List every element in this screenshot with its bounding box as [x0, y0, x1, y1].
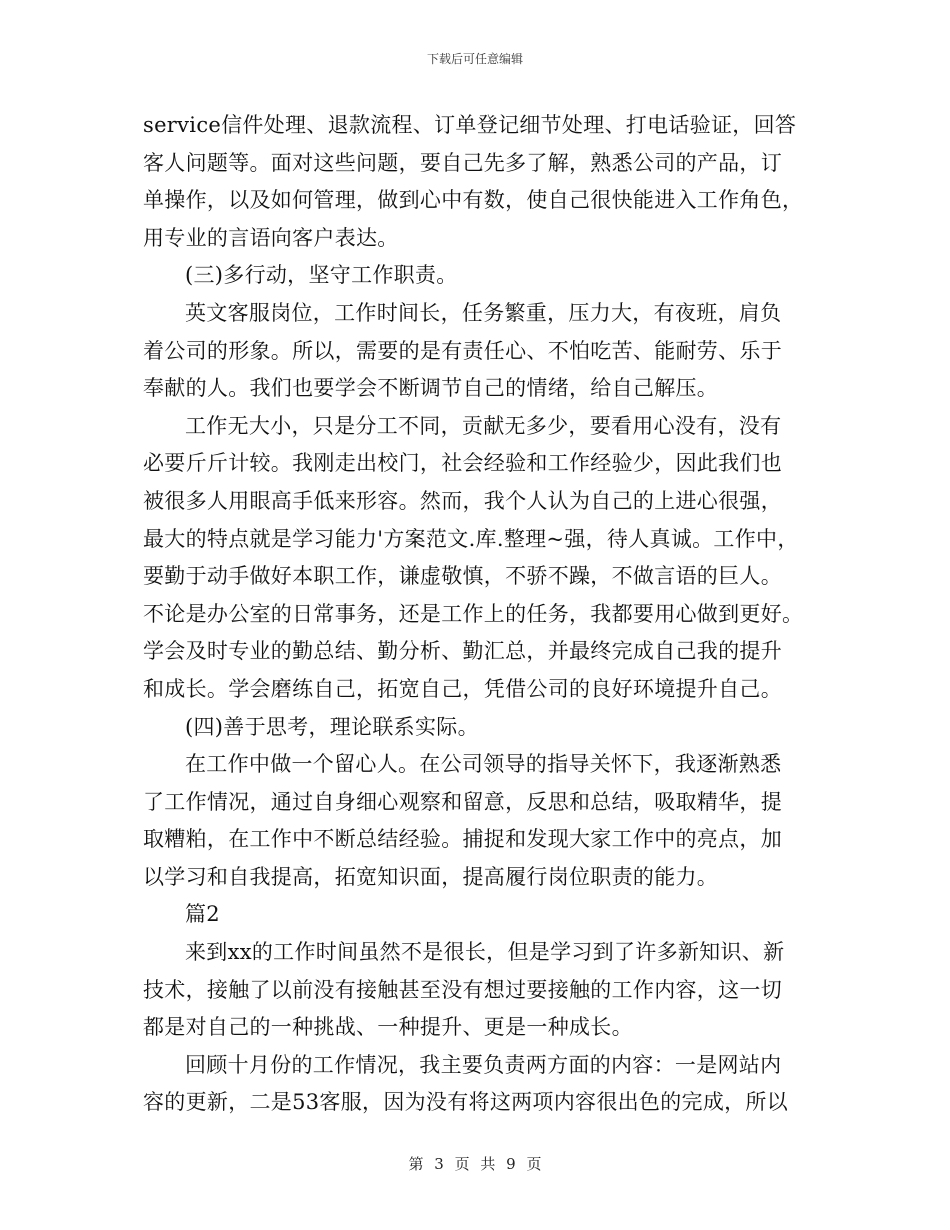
text-line: 客人问题等。面对这些问题，要自己先多了解，熟悉公司的产品，订: [143, 150, 782, 175]
text-line: 篇2: [185, 902, 220, 927]
text-line: 以学习和自我提高，拓宽知识面，提高履行岗位职责的能力。: [143, 864, 719, 889]
text-line: 最大的特点就是学习能力'方案范文.库.整理~强，待人真诚。工作中，: [143, 526, 799, 551]
text-line: 被很多人用眼高手低来形容。然而，我个人认为自己的上进心很强，: [143, 488, 782, 513]
text-line: 和成长。学会磨练自己，拓宽自己，凭借公司的良好环境提升自己。: [143, 676, 782, 701]
text-line: (三)多行动，坚守工作职责。: [185, 263, 458, 288]
text-line: 都是对自己的一种挑战、一种提升、更是一种成长。: [143, 1015, 633, 1040]
text-line: 必要斤斤计较。我刚走出校门，社会经验和工作经验少，因此我们也: [143, 451, 782, 476]
page-header-note: 下载后可任意编辑: [426, 52, 523, 66]
text-line: 不论是办公室的日常事务，还是工作上的任务，我都要用心做到更好。: [143, 601, 804, 626]
text-line: service信件处理、退款流程、订单登记细节处理、打电话验证，回答: [143, 113, 797, 137]
text-line: 在工作中做一个留心人。在公司领导的指导关怀下，我逐渐熟悉: [185, 752, 782, 777]
text-line: 技术，接触了以前没有接触甚至没有想过要接触的工作内容，这一切: [143, 977, 782, 1002]
page-number-footer: 第 3 页 共 9 页: [408, 1155, 542, 1173]
text-line: 奉献的人。我们也要学会不断调节自己的情绪，给自己解压。: [143, 376, 719, 401]
text-line: 着公司的形象。所以，需要的是有责任心、不怕吃苦、能耐劳、乐于: [143, 338, 782, 363]
text-line: 回顾十月份的工作情况，我主要负责两方面的内容：一是网站内: [185, 1052, 782, 1077]
text-line: 取糟粕，在工作中不断总结经验。捕捉和发现大家工作中的亮点，加: [143, 827, 782, 852]
text-line: 英文客服岗位，工作时间长，任务繁重，压力大，有夜班，肩负: [185, 300, 782, 325]
text-line: 了工作情况，通过自身细心观察和留意，反思和总结，吸取精华，提: [143, 789, 782, 814]
text-line: 来到xx的工作时间虽然不是很长，但是学习到了许多新知识、新: [185, 940, 785, 965]
document-body: [143, 107, 808, 1122]
text-line: 学会及时专业的勤总结、勤分析、勤汇总，并最终完成自己我的提升: [143, 639, 782, 664]
text-line: 容的更新，二是53客服，因为没有将这两项内容很出色的完成，所以: [143, 1090, 789, 1115]
text-line: 单操作，以及如何管理，做到心中有数，使自己很快能进入工作角色，: [143, 188, 804, 213]
text-line: 工作无大小，只是分工不同，贡献无多少，要看用心没有，没有: [185, 413, 782, 438]
text-line: 用专业的言语向客户表达。: [143, 225, 399, 250]
text-line: 要勤于动手做好本职工作，谦虚敬慎，不骄不躁，不做言语的巨人。: [143, 564, 782, 589]
text-line: (四)善于思考，理论联系实际。: [185, 714, 479, 739]
